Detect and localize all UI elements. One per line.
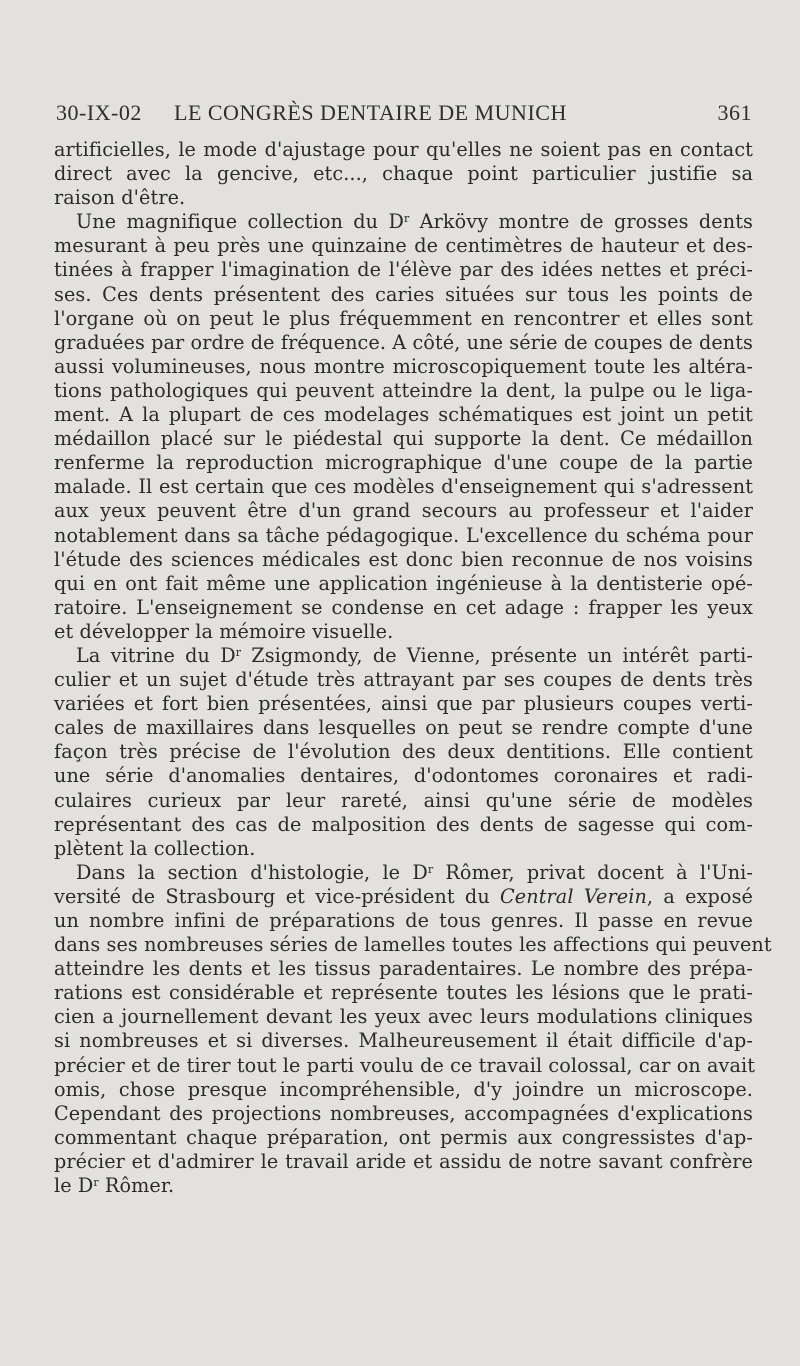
paragraph: [54, 138, 753, 210]
text-line: versité de Strasbourg et vice-président du Central Verein, a exposé: [54, 884, 753, 908]
running-header: [56, 100, 752, 130]
text-line: culier et un sujet d'étude très attrayant par ses coupes de dents très: [54, 668, 753, 692]
text-line: tions pathologiques qui peuvent atteindre la dent, la pulpe ou le liga-: [54, 378, 753, 402]
text-line: commentant chaque préparation, ont permis aux congressistes d'ap-: [54, 1125, 753, 1149]
text-line: culaires curieux par leur rareté, ainsi qu'une série de modèles: [54, 788, 753, 812]
header-date: 30-IX-02: [56, 100, 142, 125]
paragraph: [54, 860, 772, 1198]
text-line: renferme la reproduction micrographique d'une coupe de la partie: [54, 451, 753, 475]
text-line: ratoire. L'enseignement se condense en cet adage : frapper les yeux: [54, 595, 753, 619]
text-line: ment. A la plupart de ces modelages schématiques est joint un petit: [54, 403, 753, 427]
text-line: une série d'anomalies dentaires, d'odontomes coronaires et radi-: [54, 764, 753, 788]
text-line: l'étude des sciences médicales est donc bien reconnue de nos voisins: [54, 547, 753, 571]
text-line: variées et fort bien présentées, ainsi que par plusieurs coupes verti-: [54, 692, 753, 716]
text-line: aussi volumineuses, nous montre microscopiquement toute les altéra-: [54, 354, 753, 378]
text-line: précier et de tirer tout le parti voulu de ce travail colossal, car on avait: [54, 1053, 756, 1077]
text-line: Une magnifique collection du $D^r$ Arkövy montre de grosses dents: [76, 210, 753, 234]
text-line: Dans la section d'histologie, le $D^r$ Rômer, privat docent à l'Uni-: [76, 860, 753, 884]
text-line: dans ses nombreuses séries de lamelles toutes les affections qui peuvent: [54, 933, 772, 957]
text-line: malade. Il est certain que ces modèles d'enseignement qui s'adressent: [54, 475, 753, 499]
text-line: mesurant à peu près une quinzaine de centimètres de hauteur et des-: [54, 234, 753, 258]
paragraph: [54, 210, 753, 644]
text-line: direct avec la gencive, etc..., chaque point particulier justifie sa: [54, 162, 753, 186]
text-line: et développer la mémoire visuelle.: [54, 619, 394, 643]
page-number: 361: [717, 100, 752, 125]
text-line: médaillon placé sur le piédestal qui supporte la dent. Ce médaillon: [54, 427, 753, 451]
text-line: plètent la collection.: [54, 836, 256, 860]
text-line: qui en ont fait même une application ingénieuse à la dentisterie opé-: [54, 571, 753, 595]
text-line: cales de maxillaires dans lesquelles on peut se rendre compte d'une: [54, 716, 753, 740]
paragraph: [54, 644, 753, 861]
italic-term: Central Verein: [500, 884, 647, 908]
text-line: tinées à frapper l'imagination de l'élève par des idées nettes et préci-: [54, 258, 753, 282]
text-line: un nombre infini de préparations de tous genres. Il passe en revue: [54, 909, 753, 932]
text-line: Cependant des projections nombreuses, accompagnées d'explications: [54, 1101, 753, 1125]
text-line: aux yeux peuvent être d'un grand secours au professeur et l'aider: [54, 499, 753, 523]
text-line: représentant des cas de malposition des dents de sagesse qui com-: [54, 812, 753, 836]
text-line: rations est considérable et représente toutes les lésions que le prati-: [54, 981, 753, 1005]
text-line: façon très précise de l'évolution des deux dentitions. Elle contient: [54, 740, 753, 764]
text-line: graduées par ordre de fréquence. A côté, une série de coupes de dents: [54, 330, 753, 354]
text-line: omis, chose presque incompréhensible, d'y joindre un microscope.: [54, 1077, 753, 1101]
text-line: notablement dans sa tâche pédagogique. L'excellence du schéma pour: [54, 523, 753, 547]
header-title: LE CONGRÈS DENTAIRE DE MUNICH: [174, 100, 567, 125]
text-line: ses. Ces dents présentent des caries situées sur tous les points de: [54, 282, 753, 306]
text-line: si nombreuses et si diverses. Malheureusement il était difficile d'ap-: [54, 1029, 753, 1053]
text-line: atteindre les dents et les tissus paradentaires. Le nombre des prépa-: [54, 957, 753, 981]
text-line: le $D^r$ Rômer.: [54, 1174, 175, 1198]
text-line: précier et d'admirer le travail aride et assidu de notre savant confrère: [54, 1149, 753, 1173]
text-line: La vitrine du $D^r$ Zsigmondy, de Vienne, présente un intérêt parti-: [76, 643, 753, 667]
text-line: cien a journellement devant les yeux avec leurs modulations cliniques: [54, 1005, 753, 1029]
text-line: artificielles, le mode d'ajustage pour qu'elles ne soient pas en contact: [54, 138, 753, 161]
text-line: l'organe où on peut le plus fréquemment en rencontrer et elles sont: [54, 306, 753, 330]
body-text: [54, 138, 772, 1198]
text-line: raison d'être.: [54, 186, 186, 210]
